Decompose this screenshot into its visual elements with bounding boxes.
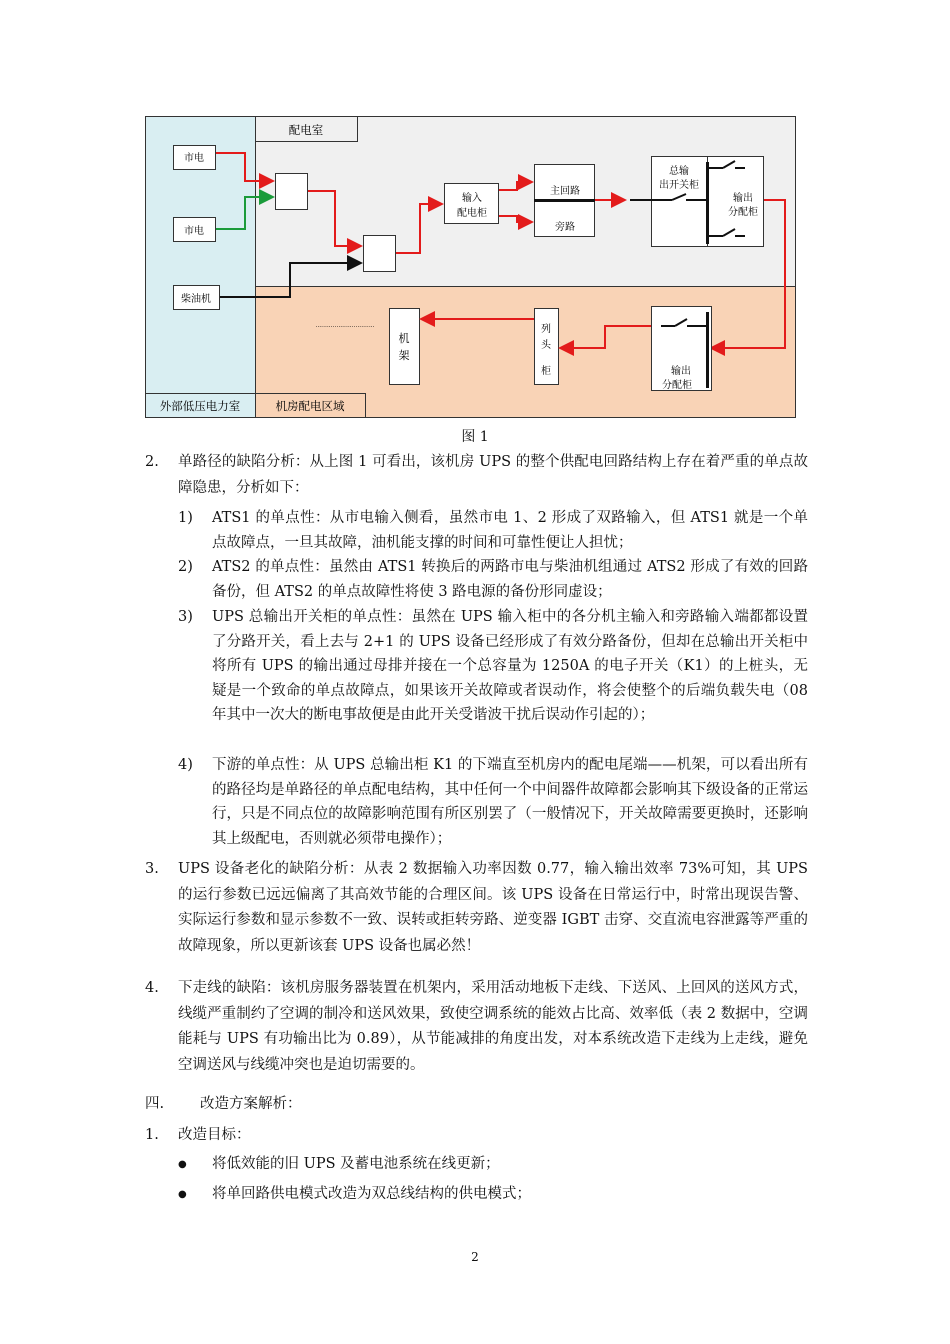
item-text: 下走线的缺陷：该机房服务器装置在机架内，采用活动地板下走线、下送风、上回风的送风方式，线缆严重制约了空调的制冷和送风效果，致使空调系统的能效占比高、效率低（表 2 数据中，空调能耗与 UPS 有功输出比为 0.89），从节能减排的角度出发，对本系统改造下走线为上走线，避免空调送风与线缆冲突也是迫切需要的。 <box>178 980 808 1073</box>
input-cabinet-line2: 配电柜 <box>457 208 487 219</box>
sub-item-text: 下游的单点性：从 UPS 总输出柜 K1 的下端直至机房内的配电尾端——机架，可以看出所有的路径均是单路径的单点配电结构，其中任何一个中间器件故障都会影响其下级设备的正常运行，只是不同点位的故障影响范围有所区别罢了（一般情况下，开关故障需要更换时，还影响其上级配电，否则就必须带电操作）； <box>212 757 808 847</box>
column-head-1: 列 <box>541 324 551 335</box>
column-head-3: 柜 <box>541 366 551 377</box>
item-text: UPS 设备老化的缺陷分析：从表 2 数据输入功率因数 0.77，输入输出效率 73%可知，其 UPS 的运行参数已远远偏离了其高效节能的合理区间。该 UPS 设备在日常运行中，时常出现误告警、实际运行参数和显示参数不一致、误转或拒转旁路、逆变器 IGBT 击穿、交直流电容泄露等严重的故障现象，所以更新该套 UPS 设备也属必然！ <box>178 861 808 954</box>
sub-item-text: ATS1 的单点性：从市电输入侧看，虽然市电 1、2 形成了双路输入，但 ATS1 就是一个单点故障点，一旦其故障，油机能支撑的时间和可靠性便让人担忧； <box>212 510 808 551</box>
zone-label-room: 配电室 <box>288 123 324 137</box>
bypass-label: 旁路 <box>555 222 575 233</box>
rack-line1: 机 <box>398 332 410 345</box>
item-number: 4. <box>145 980 159 996</box>
diesel-label: 柴油机 <box>181 294 211 305</box>
zone-label-machine-room: 机房配电区域 <box>275 399 345 413</box>
section-title: 改造方案解析： <box>200 1096 302 1112</box>
item-number: 1. <box>145 1127 159 1143</box>
sub-item-text: ATS2 的单点性：虽然由 ATS1 转换后的两路市电与柴油机组通过 ATS2 形成了有效的回路备份，但 ATS2 的单点故障性将使 3 路电源的备份形同虚设； <box>212 559 808 600</box>
figure-caption: 图 1 <box>461 429 489 445</box>
sub-item-number: 4) <box>178 757 193 773</box>
dotted-line: ............................... <box>315 322 375 329</box>
sub-item-number: 2) <box>178 559 193 575</box>
sub-item-number: 3) <box>178 609 193 625</box>
output-dist-top-line2: 分配柜 <box>728 207 758 218</box>
item-number: 3. <box>145 861 159 877</box>
bullet-text: 将单回路供电模式改造为双总线结构的供电模式； <box>212 1186 531 1202</box>
main-loop-label: 主回路 <box>550 186 580 197</box>
bullet-icon: ● <box>178 1159 187 1170</box>
mains-1-label: 市电 <box>184 153 204 164</box>
page-number: 2 <box>471 1250 479 1264</box>
ats1-box <box>276 174 308 210</box>
rack-line2: 架 <box>398 349 410 362</box>
bullet-icon: ● <box>178 1189 187 1200</box>
item-text: 改造目标： <box>178 1127 251 1143</box>
item-number: 2. <box>145 454 159 470</box>
mains-2-label: 市电 <box>184 226 204 237</box>
item-text: 单路径的缺陷分析：从上图 1 可看出，该机房 UPS 的整个供配电回路结构上存在着严重的单点故障隐患，分析如下： <box>178 454 808 496</box>
input-cabinet-line1: 输入 <box>462 193 482 204</box>
section-number: 四. <box>145 1096 165 1112</box>
zone-label-external: 外部低压电力室 <box>159 399 241 413</box>
power-distribution-diagram <box>145 116 797 419</box>
bullet-text: 将低效能的旧 UPS 及蓄电池系统在线更新； <box>212 1156 500 1172</box>
sub-item-number: 1) <box>178 510 193 526</box>
output-dist-bottom-line2: 分配柜 <box>662 380 692 391</box>
ats2-box <box>364 236 396 272</box>
output-dist-top-line1: 输出 <box>733 193 753 204</box>
output-dist-bottom-line1: 输出 <box>671 366 691 377</box>
sub-item-text: UPS 总输出开关柜的单点性：虽然在 UPS 输入柜中的各分机主输入和旁路输入端都都设置了分路开关，看上去与 2+1 的 UPS 设备已经形成了有效分路备份，但却在总输出开关柜中将所有 UPS 的输出通过母排并接在一个总容量为 1250A 的电子开关（K1）的上桩头，无疑是一个致命的单点故障点，如果该开关故障或者误动作，将会使整个的后端负载失电（08 年其中一次大的断电事故便是由此开关受谐波干扰后误动作引起的）； <box>212 609 808 723</box>
total-output-switch-line2: 出开关柜 <box>659 180 699 191</box>
total-output-switch-line1: 总输 <box>669 166 689 177</box>
column-head-2: 头 <box>541 340 551 351</box>
